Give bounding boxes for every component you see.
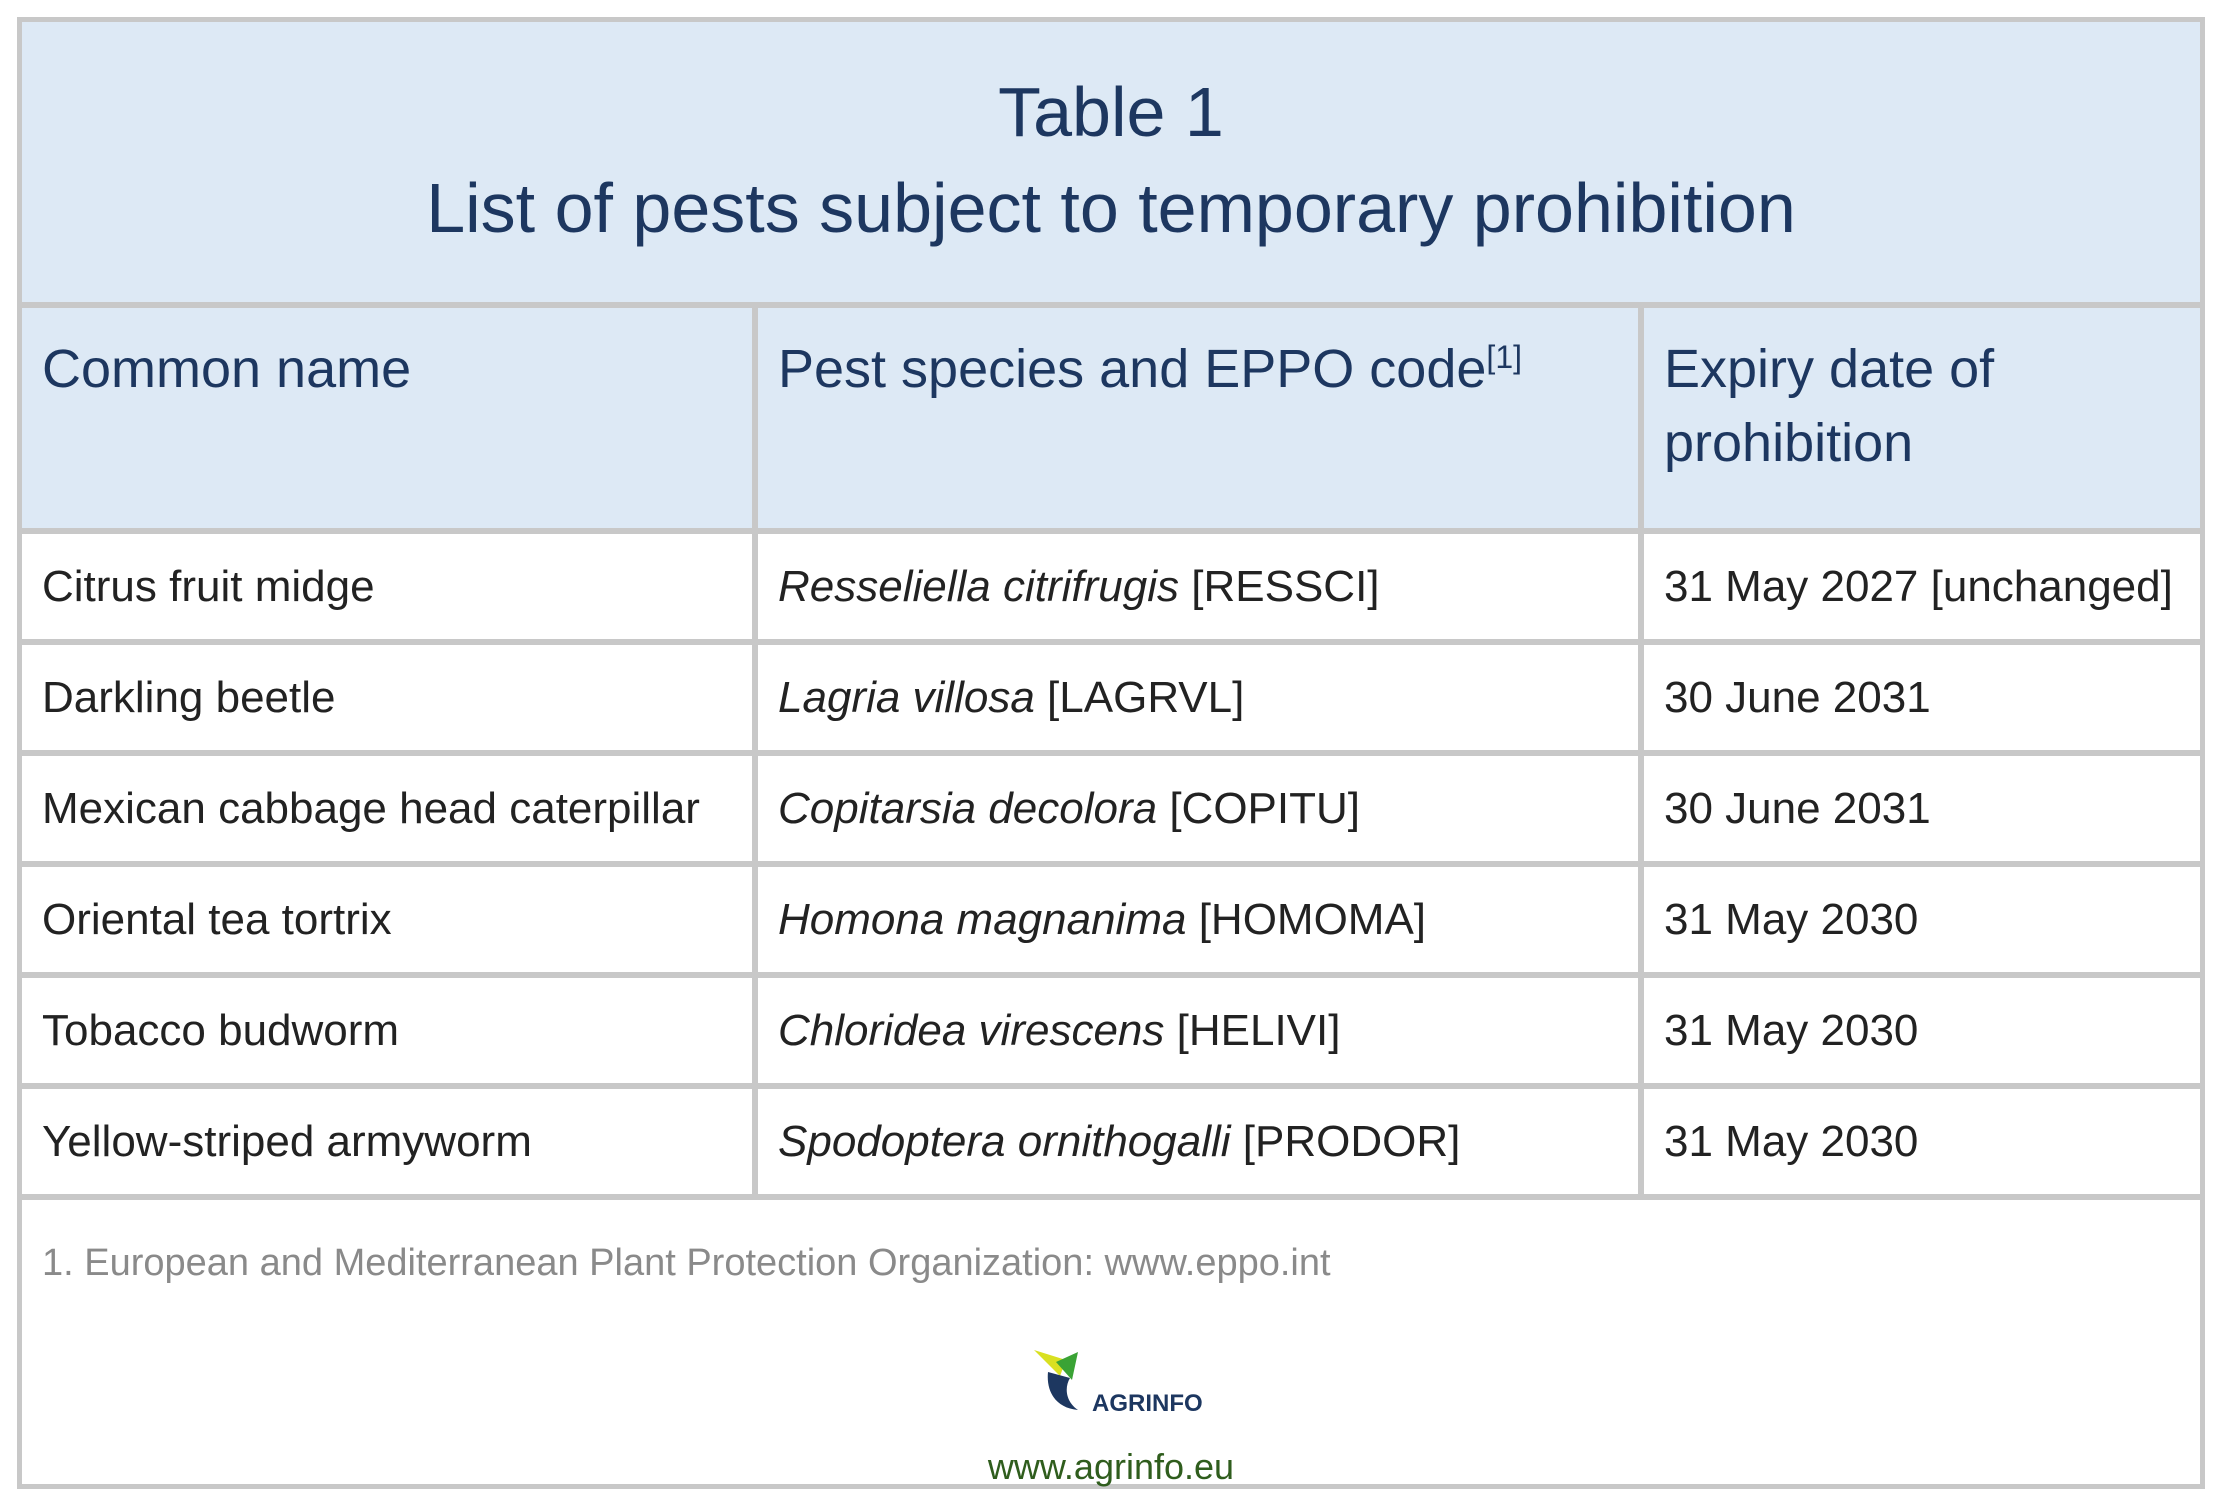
species-cell [758,1089,1644,1194]
species-cell [758,867,1644,972]
site-url-link[interactable]: www.agrinfo.eu [987,1446,1235,1487]
table-row [22,756,2200,867]
table-frame [17,17,2205,1489]
common-name-cell: Yellow-striped armyworm [22,1089,758,1194]
table-row [22,978,2200,1089]
eppo-code: [HOMOMA] [1198,894,1427,944]
agrinfo-wordmark: AGRINFO [1092,1390,1203,1417]
table-row [22,1089,2200,1200]
species-cell [758,534,1644,639]
common-name-cell: Citrus fruit midge [22,534,758,639]
common-name-cell: Darkling beetle [22,645,758,750]
species-name: Lagria villosa [778,672,1035,722]
species-name: Spodoptera ornithogalli [778,1116,1231,1166]
footnote: 1. European and Mediterranean Plant Protection Organization: www.eppo.int [42,1242,1331,1284]
species-name: Homona magnanima [778,894,1187,944]
species-name: Copitarsia decolora [778,783,1158,833]
table-header-row [22,308,2200,534]
expiry-cell: 31 May 2030 [1664,1005,1919,1055]
expiry-cell: 31 May 2030 [1664,894,1919,944]
pest-table [22,308,2200,1200]
species-name: Resseliella citrifrugis [778,561,1180,611]
expiry-cell: 31 May 2030 [1664,1116,1919,1166]
species-cell [758,645,1644,750]
agrinfo-logo[interactable] [1026,1342,1203,1422]
logo-area [22,1342,2200,1427]
species-cell [758,978,1644,1083]
table-row [22,534,2200,645]
common-name-cell: Tobacco budworm [22,978,758,1083]
expiry-cell: 30 June 2031 [1664,672,1931,722]
table-title: List of pests subject to temporary prohibition [426,169,1796,247]
common-name-cell: Mexican cabbage head caterpillar [22,756,758,861]
eppo-code: [LAGRVL] [1047,672,1245,722]
table-number: Table 1 [998,73,1224,151]
header-expiry-date: Expiry date of prohibition [1664,339,1995,473]
header-pest-species [758,308,1644,528]
eppo-code: [RESSCI] [1191,561,1380,611]
eppo-code: [HELIVI] [1176,1005,1341,1055]
species-name: Chloridea virescens [778,1005,1165,1055]
table-row [22,645,2200,756]
expiry-cell: 31 May 2027 [unchanged] [1664,561,2173,611]
footnote-ref[interactable]: [1] [1486,339,1522,375]
common-name-cell: Oriental tea tortrix [22,867,758,972]
table-row [22,867,2200,978]
header-pest-species-label: Pest species and EPPO code [778,339,1487,399]
eppo-code: [COPITU] [1169,783,1361,833]
eppo-code: [PRODOR] [1242,1116,1461,1166]
expiry-cell: 30 June 2031 [1664,783,1931,833]
table-title-band [22,22,2200,308]
species-cell [758,756,1644,861]
header-common-name: Common name [22,308,758,528]
